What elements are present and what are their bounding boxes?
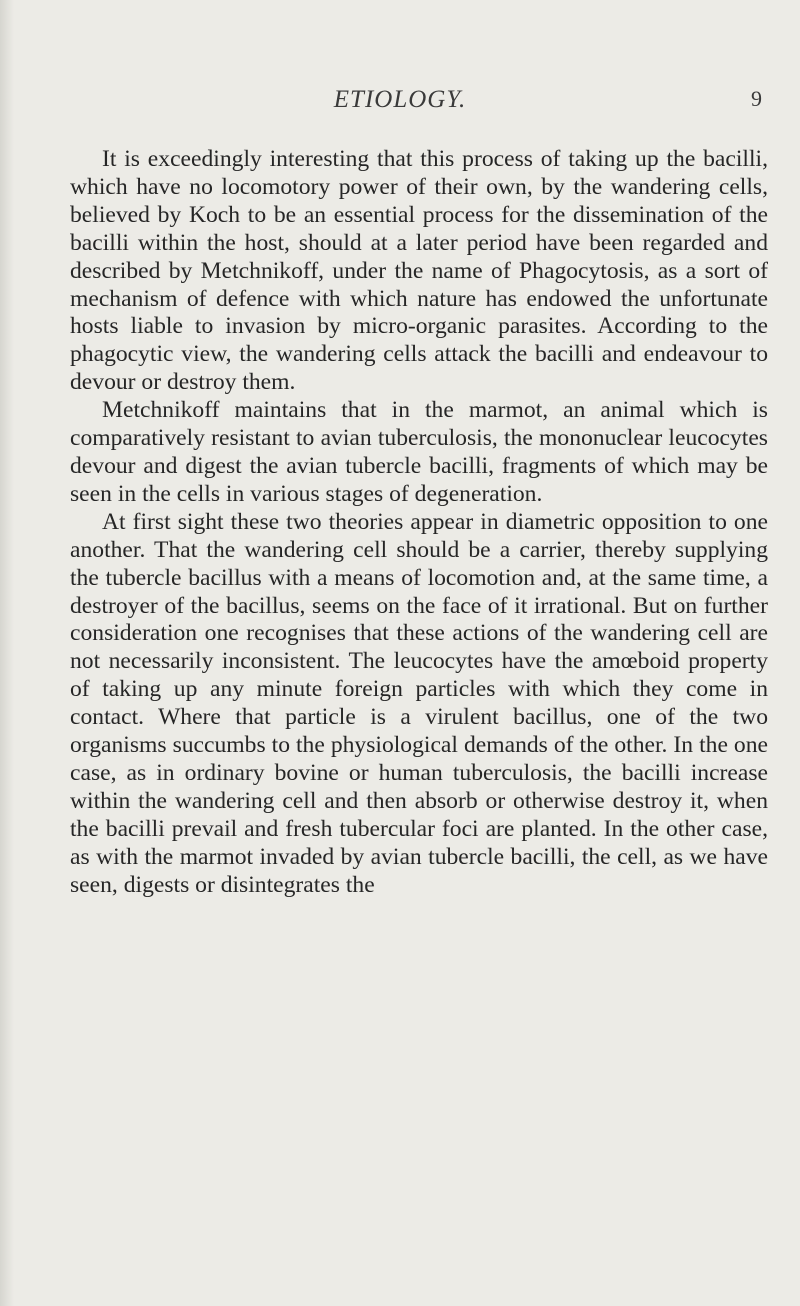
running-head: ETIOLOGY. [333,86,467,113]
binding-shadow [0,0,14,1306]
page-header [60,86,780,126]
paragraph-theories: At first sight these two theories appear in diametric opposition to one another. That the wandering cell should be a carrier, thereby supplying the tubercle bacillus with a means of locomotion and, at the same time, a destroyer of the bacillus, seems on the face of it irrational. But on further consideration one recognises that these actions of the wandering cell are not necessarily inconsistent. The leucocytes have the amœboid property of taking up any minute foreign particles with which they come in contact. Where that particle is a virulent bacillus, one of the two organisms succumbs to the physiological demands of the other. In the one case, as in ordinary bovine or human tuberculosis, the bacilli increase within the wandering cell and then absorb or otherwise destroy it, when the bacilli prevail and fresh tubercular foci are planted. In the other case, as with the marmot invaded by avian tubercle bacilli, the cell, as we have seen, digests or disintegrates the [70,508,768,898]
page-number: 9 [751,86,762,111]
body-text [70,146,768,899]
paragraph-phagocytosis: It is exceedingly interesting that this process of taking up the bacilli, which have no locomotory power of their own, by the wandering cells, believed by Koch to be an essential process for the dissemination of the bacilli within the host, should at a later period have been regarded and described by Metchnikoff, under the name of Phagocytosis, as a sort of mechanism of defence with which nature has endowed the unfortunate hosts liable to invasion by micro-organic parasites. According to the phagocytic view, the wandering cells attack the bacilli and endeavour to devour or destroy them. [70,146,768,396]
paragraph-metchnikoff: Metchnikoff maintains that in the marmot, an animal which is comparatively resistant to avian tuberculosis, the mononuclear leucocytes devour and digest the avian tubercle bacilli, fragments of which may be seen in the cells in various stages of degeneration. [70,397,768,507]
